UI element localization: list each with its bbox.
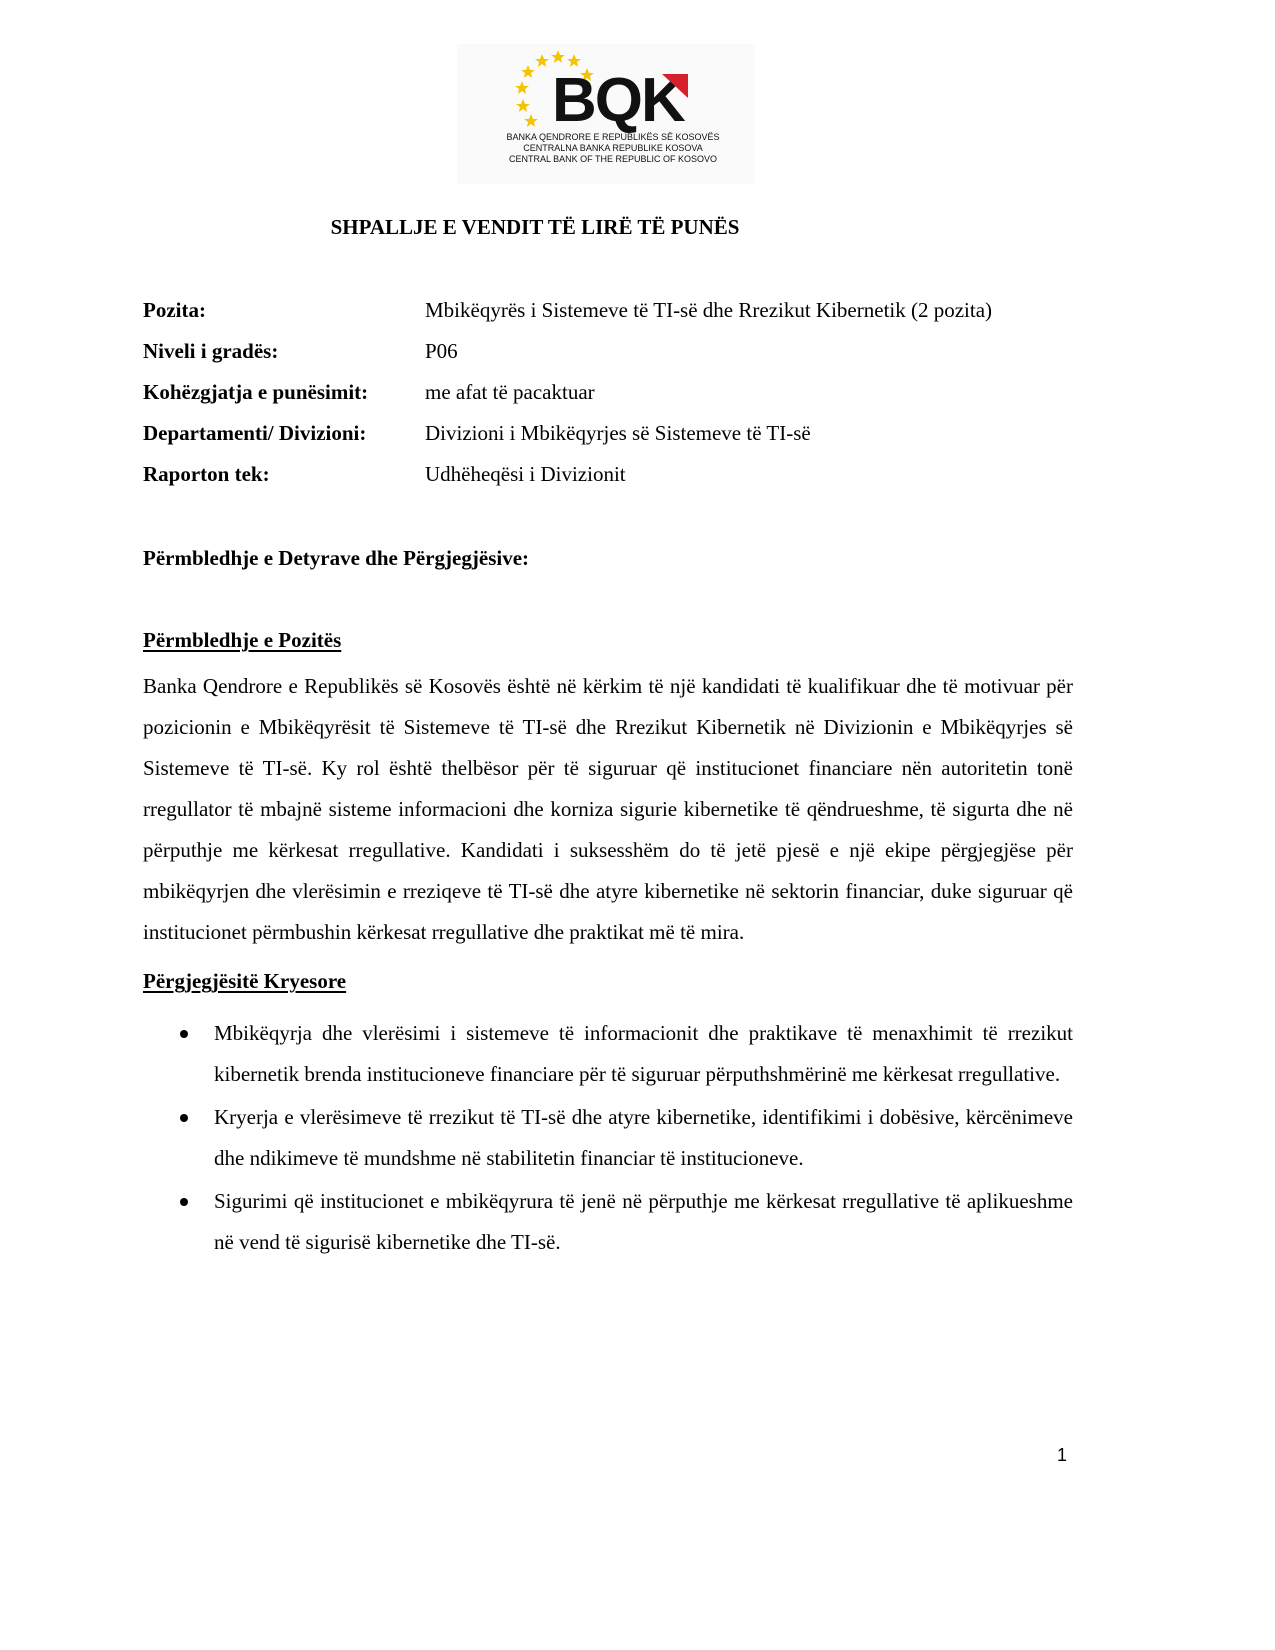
logo-letters: BQK <box>552 66 684 135</box>
list-item <box>143 1181 1073 1263</box>
responsibilities-list <box>143 1013 1073 1263</box>
star-icon <box>535 54 549 67</box>
star-icon <box>515 81 529 94</box>
star-icon <box>524 114 538 127</box>
meta-label-department: Departamenti/ Divizioni: <box>143 421 367 445</box>
position-summary-text: Banka Qendrore e Republikës së Kosovës është në kërkim të një kandidati të kualifikuar dhe të motivuar për pozicionin e Mbikëqyrësit të Sistemeve të TI-së dhe Rrezikut Kibernetik në Divizionin e Mbikëqyrjes së Sistemeve të TI-së. Ky rol është thelbësor për të siguruar që institucionet financiare nën autoritetin tonë rregullator të mbajnë sisteme informacioni dhe korniza sigurie kibernetike të qëndrueshme, të sigurta dhe në përputhje me kërkesat rregullative. Kandidati i suksesshëm do të jetë pjesë e një ekipe përgjegjëse për mbikëqyrjen dhe vlerësimin e rreziqeve të TI-së dhe atyre kibernetike në sektorin financiar, duke siguruar që institucionet përmbushin kërkesat rregullative dhe praktikat më të mira. <box>143 674 1073 944</box>
list-item <box>143 1097 1073 1179</box>
logo-line: CENTRALNA BANKA REPUBLIKE KOSOVA <box>523 143 703 153</box>
meta-row-department <box>143 421 1073 462</box>
bullet-icon <box>180 1198 188 1206</box>
logo-institution-name <box>487 132 739 165</box>
meta-row-duration <box>143 380 1073 421</box>
star-icon <box>551 50 565 63</box>
meta-label-grade: Niveli i gradës: <box>143 339 279 363</box>
list-item-text: Sigurimi që institucionet e mbikëqyrura të jenë në përputhje me kërkesat rregullative të aplikueshme në vend të sigurisë kibernetike dhe TI-së. <box>214 1189 1073 1254</box>
list-item-text: Mbikëqyrja dhe vlerësimi i sistemeve të informacionit dhe praktikave të menaxhimit të rrezikut kibernetik brenda institucioneve financiare për të siguruar përputhshmërinë me kërkesat rregullative. <box>214 1021 1073 1086</box>
list-item-text: Kryerja e vlerësimeve të rrezikut të TI-së dhe atyre kibernetike, identifikimi i dobësive, kërcënimeve dhe ndikimeve të mundshme në stabilitetin financiar të institucioneve. <box>214 1105 1073 1170</box>
logo-accent-icon <box>662 74 688 98</box>
star-icon <box>516 99 530 112</box>
page-number: 1 <box>1057 1445 1068 1465</box>
bqk-logo <box>457 44 755 184</box>
position-summary-heading <box>143 626 1073 654</box>
responsibilities-heading-text: Përgjegjësitë Kryesore <box>143 969 347 993</box>
logo-line: BANKA QENDRORE E REPUBLIKËS SË KOSOVËS <box>506 132 720 142</box>
document-title: SHPALLJE E VENDIT TË LIRË TË PUNËS <box>330 215 740 239</box>
meta-row-position <box>143 298 1073 339</box>
list-item <box>143 1013 1073 1095</box>
meta-label-duration: Kohëzgjatja e punësimit: <box>143 380 369 404</box>
position-details <box>143 298 1073 503</box>
star-icon <box>521 65 535 78</box>
meta-value-department: Divizioni i Mbikëqyrjes së Sistemeve të TI-së <box>425 421 811 445</box>
document-body <box>143 214 1073 1265</box>
meta-label-position: Pozita: <box>143 298 206 322</box>
position-summary-heading-text: Përmbledhje e Pozitës <box>143 628 342 652</box>
duties-summary-heading: Përmbledhje e Detyrave dhe Përgjegjësive: <box>143 546 530 570</box>
bullet-icon <box>180 1114 188 1122</box>
meta-value-duration: me afat të pacaktuar <box>425 380 595 404</box>
meta-row-grade <box>143 339 1073 380</box>
bullet-icon <box>180 1030 188 1038</box>
meta-value-reports-to: Udhëheqësi i Divizionit <box>425 462 626 486</box>
meta-label-reports-to: Raporton tek: <box>143 462 270 486</box>
meta-value-position: Mbikëqyrës i Sistemeve të TI-së dhe Rrezikut Kibernetik (2 pozita) <box>425 298 993 322</box>
meta-row-reports-to <box>143 462 1073 503</box>
responsibilities-heading <box>143 967 1073 995</box>
logo-line: CENTRAL BANK OF THE REPUBLIC OF KOSOVO <box>508 154 718 164</box>
meta-value-grade: P06 <box>425 339 458 363</box>
